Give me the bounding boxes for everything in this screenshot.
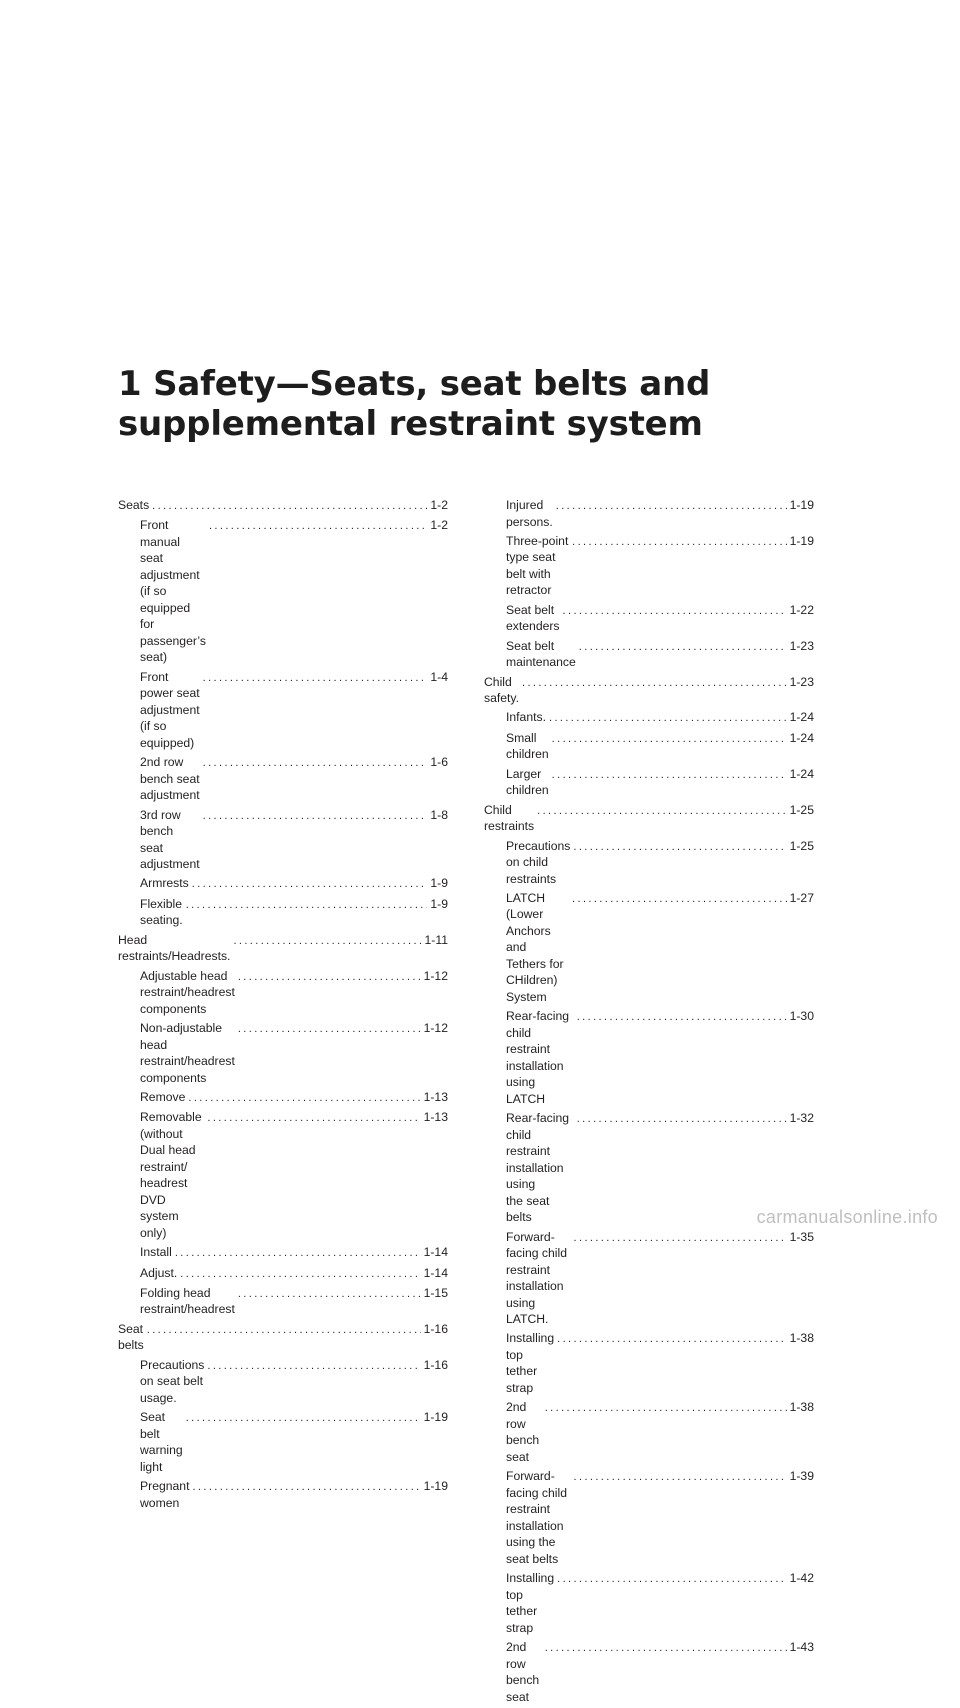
- toc-entry[interactable]: [118, 1321, 448, 1354]
- toc-entry-label: Rear-facing child restraint installation using the seat belts: [506, 1111, 569, 1225]
- toc-entry-page: 1-12: [423, 1021, 448, 1036]
- toc-entry-page: 1-39: [789, 1469, 814, 1484]
- toc-entry-page: 1-12: [423, 968, 448, 983]
- toc-entry-label: Forward-facing child restraint installation using LATCH.: [506, 1229, 567, 1327]
- toc-subentry[interactable]: [484, 533, 814, 599]
- dot-leader: [207, 1358, 420, 1375]
- toc-entry-page: 1-2: [430, 498, 448, 512]
- toc-subentry[interactable]: [118, 1478, 448, 1511]
- toc-entry-label: Adjustable head restraint/headrest components: [140, 968, 235, 1016]
- toc-entry-page: 1-8: [430, 807, 448, 822]
- dot-leader: [579, 639, 787, 656]
- toc-entry-page: 1-24: [789, 710, 814, 725]
- dot-leader: [557, 1331, 786, 1348]
- toc-entry-page: 1-27: [789, 890, 814, 905]
- toc-subentry[interactable]: [118, 968, 448, 1018]
- toc-right-column: [484, 497, 814, 1708]
- toc-entry[interactable]: [484, 674, 814, 707]
- toc-entry-label: Small children: [506, 730, 549, 762]
- dot-leader: [186, 1410, 421, 1427]
- chapter-title-line-1: 1 Safety—Seats, seat belts and: [118, 364, 711, 404]
- toc-subentry[interactable]: [484, 838, 814, 888]
- toc-subentry[interactable]: [118, 517, 448, 666]
- toc-entry-label: Seat belt maintenance: [506, 638, 576, 670]
- toc-subentry[interactable]: [484, 1330, 814, 1396]
- dot-leader: [552, 731, 787, 748]
- toc-entry-page: 1-15: [423, 1285, 448, 1300]
- toc-entry-label: Armrests: [140, 876, 189, 891]
- toc-entry-page: 1-25: [789, 838, 814, 853]
- toc-entry-label: Non-adjustable head restraint/headrest components: [140, 1021, 235, 1085]
- toc-subentry[interactable]: [484, 1399, 814, 1465]
- toc-entry-label: Installing top tether strap: [506, 1331, 555, 1395]
- toc-entry-label: Install: [140, 1245, 172, 1260]
- toc-entry-page: 1-24: [789, 730, 814, 745]
- dot-leader: [203, 755, 428, 772]
- dot-leader: [209, 518, 427, 535]
- toc-entry-label: LATCH (Lower Anchors and Tethers for CHildren) System: [506, 890, 564, 1004]
- toc-entry-label: Rear-facing child restraint installation using LATCH: [506, 1009, 569, 1106]
- dot-leader: [545, 1640, 787, 1657]
- toc-subentry[interactable]: [118, 1409, 448, 1475]
- toc-entry[interactable]: [118, 497, 448, 515]
- toc-subentry[interactable]: [118, 896, 448, 929]
- toc-subentry[interactable]: [484, 1639, 814, 1705]
- toc-entry-page: 1-4: [430, 669, 448, 684]
- dot-leader: [238, 1286, 421, 1303]
- toc-subentry[interactable]: [118, 1357, 448, 1407]
- toc-entry-label: Precautions on child restraints: [506, 838, 571, 886]
- toc-entry-page: 1-9: [430, 876, 448, 891]
- toc-entry-page: 1-13: [423, 1089, 448, 1104]
- toc-entry-page: 1-23: [789, 638, 814, 653]
- dot-leader: [203, 670, 428, 687]
- dot-leader: [175, 1245, 421, 1262]
- toc-entry-label: Flexible seating.: [140, 896, 183, 928]
- toc-entry[interactable]: [484, 802, 814, 835]
- toc-entry-page: 1-16: [423, 1321, 448, 1336]
- toc-entry-label: Seats: [118, 498, 150, 512]
- toc-entry-label: Installing top tether strap: [506, 1571, 555, 1635]
- toc-entry-label: Child safety.: [484, 674, 519, 706]
- dot-leader: [563, 603, 787, 620]
- toc-subentry[interactable]: [484, 1468, 814, 1567]
- toc-entry-page: 1-22: [789, 602, 814, 617]
- toc-entry-label: Seat belt warning light: [140, 1410, 183, 1474]
- dot-leader: [557, 1571, 786, 1588]
- toc-subentry[interactable]: [484, 1570, 814, 1636]
- dot-leader: [577, 1111, 787, 1128]
- toc-entry-label: Three-point type seat belt with retractor: [506, 533, 569, 598]
- toc-subentry[interactable]: [484, 730, 814, 763]
- toc-subentry[interactable]: [484, 497, 814, 530]
- toc-entry-page: 1-2: [430, 518, 448, 533]
- toc-subentry[interactable]: [484, 766, 814, 799]
- toc-subentry[interactable]: [118, 754, 448, 804]
- toc-entry-page: 1-42: [789, 1571, 814, 1586]
- toc-entry-page: 1-32: [789, 1111, 814, 1126]
- toc-entry-page: 1-38: [789, 1331, 814, 1346]
- toc-entry-label: Folding head restraint/headrest: [140, 1285, 235, 1317]
- dot-leader: [203, 808, 428, 825]
- toc-subentry[interactable]: [118, 875, 448, 893]
- dot-leader: [522, 675, 787, 692]
- toc-entry[interactable]: [118, 932, 448, 965]
- watermark: carmanualsonline.info: [756, 1207, 938, 1227]
- toc-entry-label: 2nd row bench seat: [506, 1640, 540, 1704]
- toc-entry-page: 1-19: [423, 1479, 448, 1494]
- toc-entry-label: Pregnant women: [140, 1479, 190, 1510]
- toc-entry-label: Front power seat adjustment (if so equipped): [140, 669, 200, 750]
- dot-leader: [152, 498, 427, 515]
- toc-subentry[interactable]: [118, 669, 448, 752]
- toc-entry-label: Forward-facing child restraint installation using the seat belts: [506, 1469, 567, 1566]
- toc-entry-page: 1-19: [423, 1410, 448, 1425]
- dot-leader: [238, 969, 421, 986]
- dot-leader: [207, 1110, 420, 1127]
- toc-entry-label: Precautions on seat belt usage.: [140, 1357, 205, 1405]
- toc-entry-label: Remove: [140, 1089, 186, 1104]
- dot-leader: [549, 710, 787, 727]
- toc-entry-page: 1-14: [423, 1245, 448, 1260]
- toc-entry-label: 2nd row bench seat: [506, 1400, 540, 1464]
- dot-leader: [180, 1266, 420, 1283]
- toc-entry-page: 1-35: [789, 1229, 814, 1244]
- toc-subentry[interactable]: [484, 638, 814, 671]
- dot-leader: [192, 1479, 420, 1496]
- toc-subentry[interactable]: [118, 1109, 448, 1241]
- toc-subentry[interactable]: [484, 709, 814, 727]
- toc-entry-label: 3rd row bench seat adjustment: [140, 807, 200, 872]
- toc-subentry[interactable]: [484, 1229, 814, 1328]
- dot-leader: [556, 498, 787, 515]
- toc-entry-label: Child restraints: [484, 802, 535, 834]
- toc-subentry[interactable]: [118, 1265, 448, 1283]
- toc-entry-page: 1-14: [423, 1265, 448, 1280]
- toc-entry-page: 1-13: [423, 1110, 448, 1125]
- toc-entry-page: 1-19: [789, 498, 814, 512]
- toc-entry-label: Seat belts: [118, 1321, 144, 1353]
- toc-subentry[interactable]: [118, 1089, 448, 1107]
- dot-leader: [574, 1230, 787, 1247]
- chapter-title-line-2: supplemental restraint system: [118, 404, 703, 444]
- toc-entry-page: 1-19: [789, 533, 814, 548]
- dot-leader: [552, 767, 787, 784]
- toc-entry-page: 1-9: [430, 896, 448, 911]
- toc-subentry[interactable]: [118, 1244, 448, 1262]
- toc-entry-page: 1-24: [789, 766, 814, 781]
- toc-entry-label: Larger children: [506, 766, 549, 798]
- dot-leader: [573, 839, 786, 856]
- toc-subentry[interactable]: [118, 1020, 448, 1086]
- toc-subentry[interactable]: [484, 1008, 814, 1107]
- toc-subentry[interactable]: [484, 890, 814, 1006]
- dot-leader: [188, 1090, 420, 1107]
- toc-entry-label: Adjust.: [140, 1265, 178, 1280]
- dot-leader: [572, 534, 786, 551]
- dot-leader: [192, 876, 428, 893]
- toc-entry-page: 1-30: [789, 1009, 814, 1024]
- dot-leader: [574, 1469, 787, 1486]
- toc-entry-label: Removable (without Dual head restraint/ headrest DVD system only): [140, 1110, 202, 1240]
- dot-leader: [233, 933, 421, 950]
- toc-entry-page: 1-23: [789, 674, 814, 689]
- dot-leader: [186, 897, 428, 914]
- toc-left-column: [118, 497, 448, 1514]
- dot-leader: [238, 1021, 421, 1038]
- dot-leader: [545, 1400, 787, 1417]
- dot-leader: [147, 1322, 421, 1339]
- toc-entry-page: 1-6: [430, 755, 448, 770]
- toc-entry-page: 1-43: [789, 1640, 814, 1655]
- toc-entry-page: 1-16: [423, 1357, 448, 1372]
- dot-leader: [577, 1009, 787, 1026]
- dot-leader: [537, 803, 786, 820]
- toc-entry-label: Seat belt extenders: [506, 602, 560, 634]
- toc-entry-label: 2nd row bench seat adjustment: [140, 755, 200, 803]
- toc-entry-label: Front manual seat adjustment (if so equipped for passenger’s seat): [140, 518, 206, 665]
- toc-entry-page: 1-38: [789, 1400, 814, 1415]
- toc-entry-label: Head restraints/Headrests.: [118, 932, 231, 964]
- dot-leader: [572, 891, 787, 908]
- toc-subentry[interactable]: [484, 602, 814, 635]
- toc-subentry[interactable]: [118, 1285, 448, 1318]
- toc-entry-label: Injured persons.: [506, 498, 553, 529]
- toc-entry-page: 1-25: [789, 802, 814, 817]
- toc-entry-page: 1-11: [424, 932, 448, 947]
- chapter-title: [118, 364, 918, 444]
- toc-entry-label: Infants.: [506, 710, 546, 725]
- toc-subentry[interactable]: [118, 807, 448, 873]
